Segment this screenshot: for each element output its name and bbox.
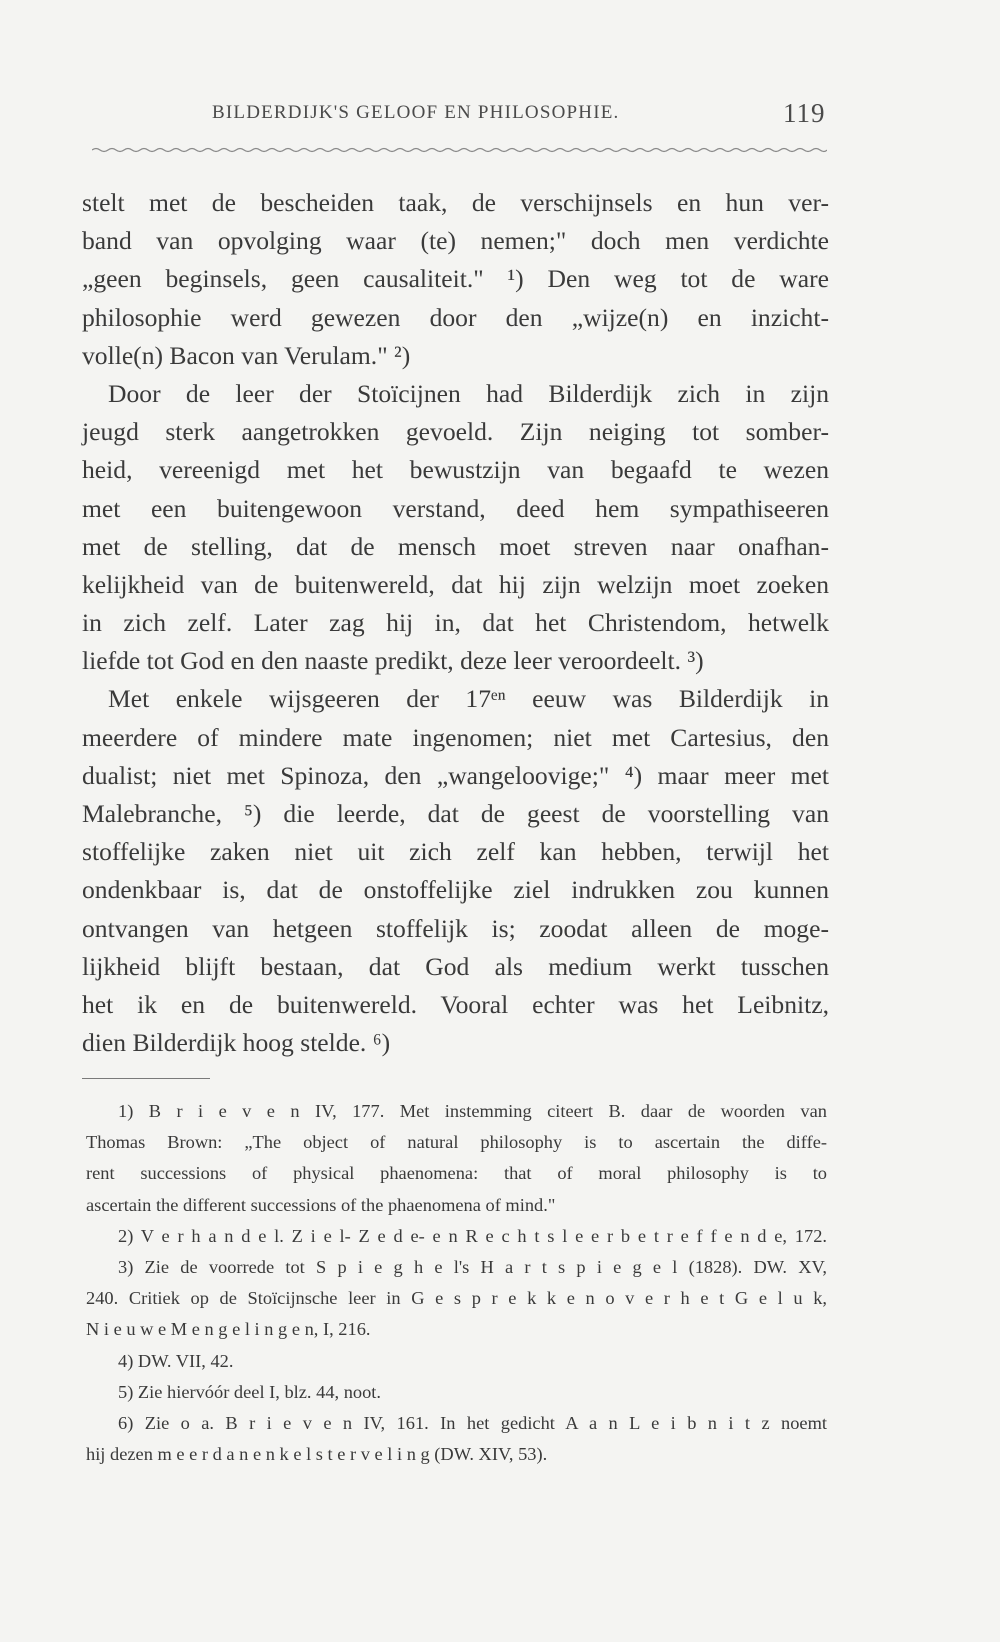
text-line: het ik en de buitenwereld. Vooral echter was het Leibnitz, bbox=[82, 989, 829, 1019]
text-line: in zich zelf. Later zag hij in, dat het Christendom, hetwelk bbox=[82, 608, 829, 638]
text-line: stoffelijke zaken niet uit zich zelf kan hebben, terwijl het bbox=[82, 837, 829, 867]
text-line: jeugd sterk aangetrokken gevoeld. Zijn neiging tot somber- bbox=[82, 417, 829, 447]
footnote-line: 240. Critiek op de Stoïcijnsche leer in G e s p r e k k e n o v e r h e t G e l u k, bbox=[86, 1288, 827, 1309]
footnote-line: 6) Zie o a. B r i e v e n IV, 161. In het gedicht A a n L e i b n i t z noemt bbox=[118, 1412, 827, 1433]
running-title: BILDERDIJK'S GELOOF EN PHILOSOPHIE. bbox=[212, 102, 620, 123]
text-line: met de stelling, dat de mensch moet streven naar onafhan- bbox=[82, 531, 829, 561]
footnote-line: hij dezen m e e r d a n e n k e l s t e r v e l i n g (DW. XIV, 53). bbox=[86, 1444, 548, 1465]
text-line: kelijkheid van de buitenwereld, dat hij zijn welzijn moet zoeken bbox=[82, 569, 829, 599]
text-line: ondenkbaar is, dat de onstoffelijke ziel indrukken zou kunnen bbox=[82, 875, 829, 905]
text-line: met een buitengewoon verstand, deed hem sympathiseeren bbox=[82, 493, 829, 523]
footnote-line: 2) V e r h a n d e l. Z i e l- Z e d e- e n R e c h t s l e e r b e t r e f f e n d e, 172. bbox=[118, 1225, 827, 1246]
text-line: Met enkele wijsgeeren der 17ᵉⁿ eeuw was Bilderdijk in bbox=[108, 684, 829, 714]
footnote-line: 1) B r i e v e n IV, 177. Met instemming citeert B. daar de woorden van bbox=[118, 1101, 827, 1121]
text-line: philosophie werd gewezen door den „wijze(n) en inzicht- bbox=[82, 302, 829, 332]
text-line: heid, vereenigd met het bewustzijn van begaafd te wezen bbox=[82, 455, 829, 485]
text-line: stelt met de bescheiden taak, de verschijnsels en hun ver- bbox=[82, 188, 829, 217]
footnotes bbox=[86, 1096, 827, 1470]
footnote-line: rent successions of physical phaenomena: that of moral philosophy is to bbox=[86, 1163, 827, 1184]
footnote-line: 5) Zie hiervóór deel I, blz. 44, noot. bbox=[118, 1381, 382, 1402]
footnote-line: 4) DW. VII, 42. bbox=[118, 1350, 234, 1371]
text-line: „geen beginsels, geen causaliteit." ¹) Den weg tot de ware bbox=[82, 264, 829, 294]
text-line: ontvangen van hetgeen stoffelijk is; zoodat alleen de moge- bbox=[82, 913, 829, 943]
footnote-line: Thomas Brown: „The object of natural philosophy is to ascertain the diffe- bbox=[86, 1132, 827, 1153]
footnote-line: 3) Zie de voorrede tot S p i e g h e l's H a r t s p i e g e l (1828). DW. XV, bbox=[118, 1256, 827, 1277]
footnote-line: ascertain the different successions of the phaenomena of mind." bbox=[86, 1194, 556, 1215]
text-line: dien Bilderdijk hoog stelde. ⁶) bbox=[82, 1028, 391, 1058]
text-line: band van opvolging waar (te) nemen;" doch men verdichte bbox=[82, 226, 829, 256]
footnote-line: N i e u w e M e n g e l i n g e n, I, 216. bbox=[86, 1319, 371, 1340]
text-line: lijkheid blijft bestaan, dat God als medium werkt tusschen bbox=[82, 951, 829, 981]
text-line: Door de leer der Stoïcijnen had Bilderdijk zich in zijn bbox=[108, 378, 829, 408]
text-line: meerdere of mindere mate ingenomen; niet met Cartesius, den bbox=[82, 722, 829, 752]
text-line: liefde tot God en den naaste predikt, deze leer veroordeelt. ³) bbox=[82, 646, 704, 676]
text-line: Malebranche, ⁵) die leerde, dat de geest de voorstelling van bbox=[82, 799, 829, 828]
header-rule bbox=[92, 147, 827, 153]
text-line: dualist; niet met Spinoza, den „wangeloovige;" ⁴) maar meer met bbox=[82, 760, 829, 790]
footnote-rule bbox=[82, 1078, 210, 1079]
page-number: 119 bbox=[783, 98, 826, 128]
text-line: volle(n) Bacon van Verulam." ²) bbox=[82, 340, 411, 370]
main-text bbox=[82, 184, 829, 1062]
